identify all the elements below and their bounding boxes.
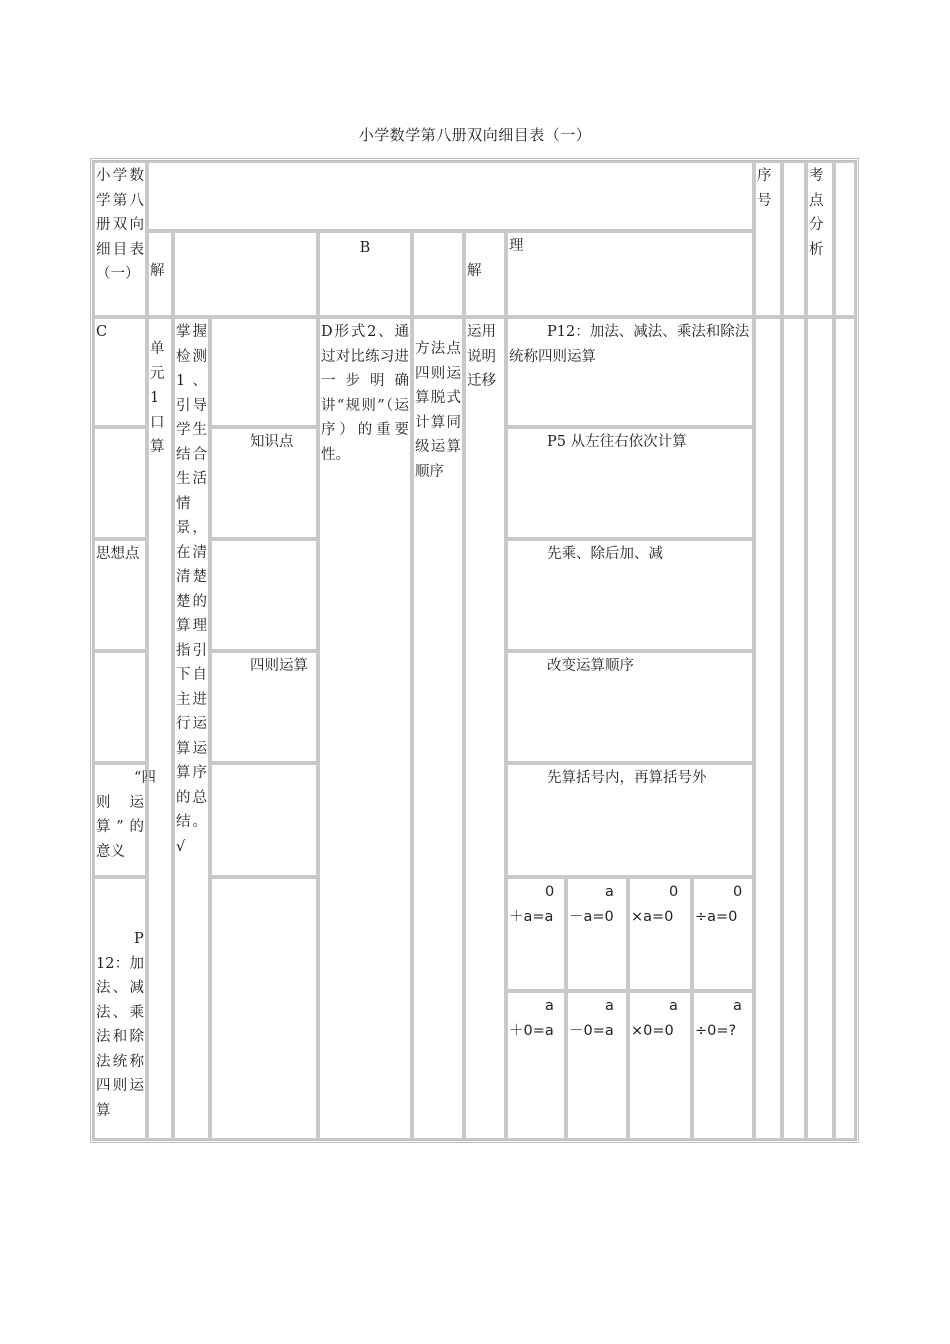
table-corner-title: 小学数学第八册双向细目表（一）	[93, 161, 147, 317]
cell-p12-ops: P12：加法、减法、乘法和除法统称四则运算	[506, 317, 754, 427]
cell-edge-empty	[834, 317, 856, 1140]
cell-seq-empty	[754, 317, 782, 1140]
formula-cell: a×0=0	[628, 991, 692, 1140]
header-empty-col	[782, 161, 806, 317]
cell-blank-k1	[210, 317, 318, 427]
header-blank-3	[412, 231, 464, 317]
cell-p12-definition: P12：加法、减法、乘法和除法统称四则运算	[93, 877, 147, 1140]
cell-apply: 运用说明迁移	[464, 317, 506, 1140]
cell-d-form: D形式2、通过对比练习进一步明确讲“规则”（运序）的重要性。	[318, 317, 412, 1140]
formula-cell: 0＋a=a	[506, 877, 566, 991]
formula-cell: 0×a=0	[628, 877, 692, 991]
formula-cell: a－0=a	[566, 991, 628, 1140]
header-edge-col	[834, 161, 856, 317]
cell-change-order: 改变运算顺序	[506, 651, 754, 763]
cell-blank-a1	[93, 427, 147, 539]
header-b: B	[318, 231, 412, 317]
cell-thought: 思想点	[93, 539, 147, 651]
cell-brackets-first: 先算括号内，再算括号外	[506, 763, 754, 877]
header-blank	[147, 161, 754, 231]
cell-c: C	[93, 317, 147, 427]
header-blank-2	[173, 231, 318, 317]
formula-cell: a＋0=a	[506, 991, 566, 1140]
cell-knowledge: 知识点	[210, 427, 318, 539]
formula-cell: 0÷a=0	[692, 877, 754, 991]
cell-blank-k3	[210, 763, 318, 877]
cell-left-to-right: P5 从左往右依次计算	[506, 427, 754, 539]
cell-blank-a2	[93, 651, 147, 763]
cell-four-ops: 四则运算	[210, 651, 318, 763]
formula-cell: a－a=0	[566, 877, 628, 991]
header-seq-no: 序号	[754, 161, 782, 317]
cell-mul-div-first: 先乘、除后加、减	[506, 539, 754, 651]
cell-unit: 单元 1 口算	[147, 317, 173, 1140]
header-analysis: 考点分析	[806, 161, 834, 317]
header-jie-1: 解	[147, 231, 173, 317]
cell-meaning: “四则运算”的意义	[93, 763, 147, 877]
header-jie-2: 解	[464, 231, 506, 317]
cell-blank-k4	[210, 877, 318, 1140]
cell-method: 方法点四则运算脱式计算同级运算顺序	[412, 317, 464, 1140]
page-title: 小学数学第八册双向细目表（一）	[358, 126, 592, 144]
cell-analysis-empty	[806, 317, 834, 1140]
cell-blank-k2	[210, 539, 318, 651]
formula-cell: a÷0=?	[692, 991, 754, 1140]
cell-master-check: 掌握检测1、引导学生结合生活情景，在清清楚楚的算理指引下自主进行运算运算序的总结。√	[173, 317, 210, 1140]
detail-table	[90, 158, 859, 1143]
header-li: 理	[506, 231, 754, 317]
cell-empty-col	[782, 317, 806, 1140]
